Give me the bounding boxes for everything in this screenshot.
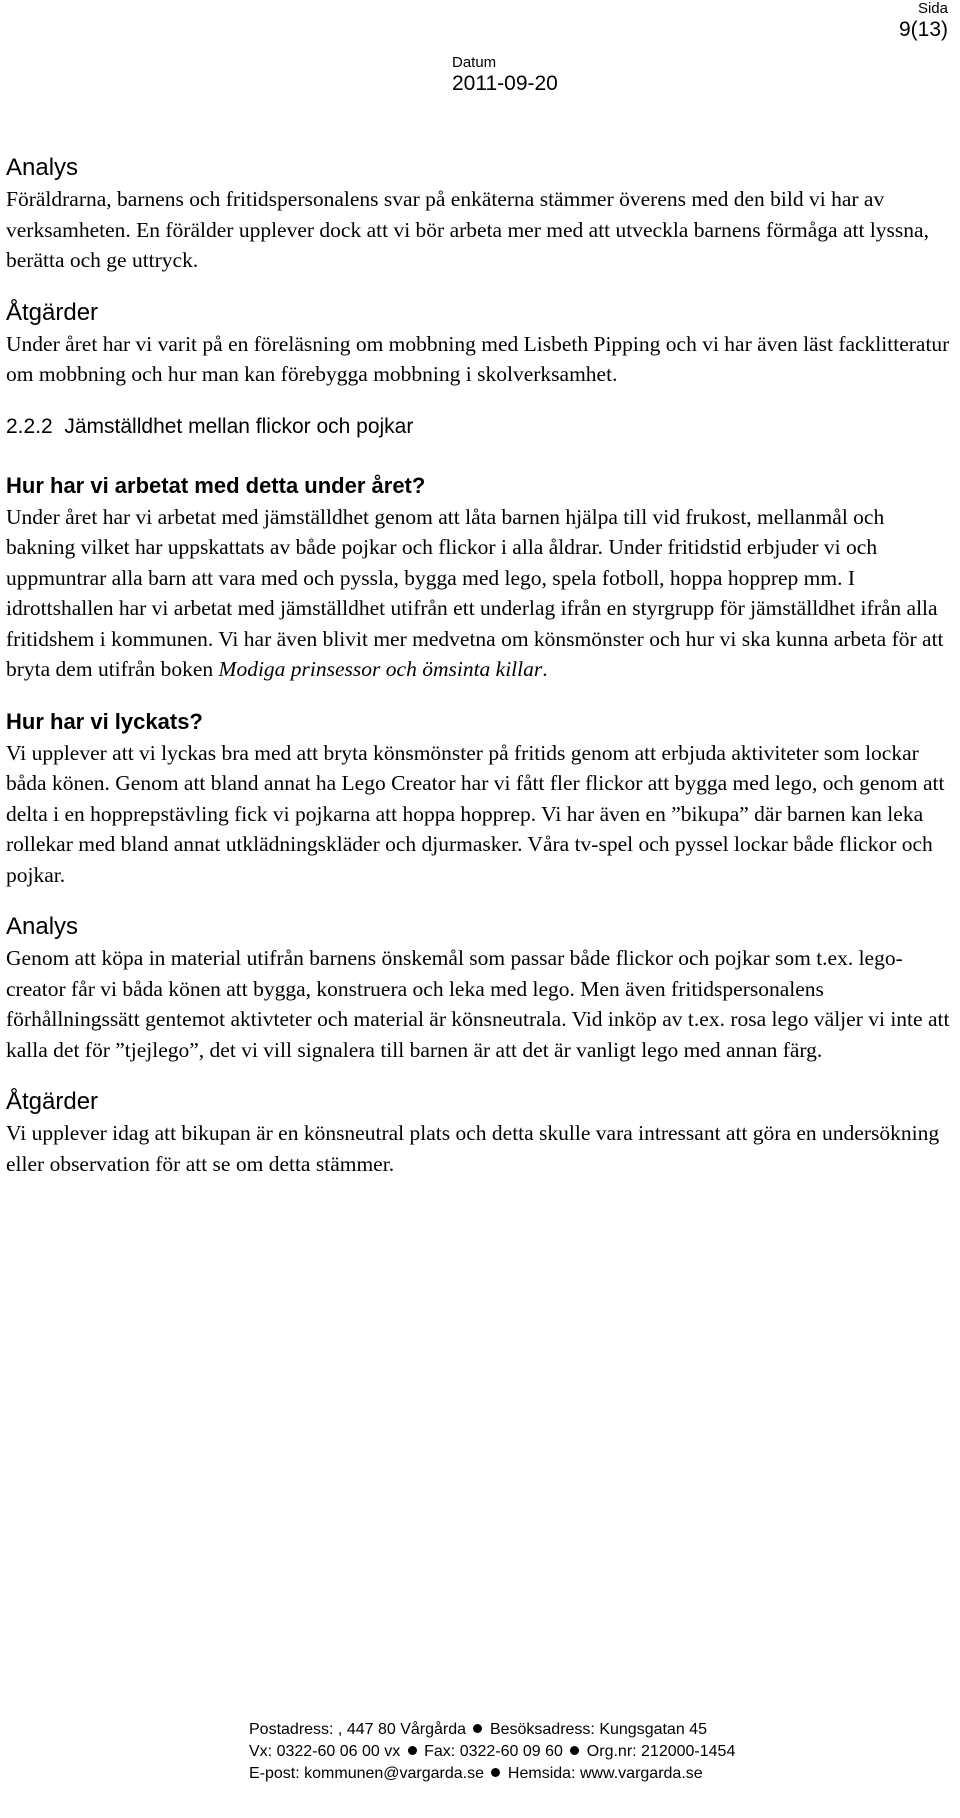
atgarder-heading-1: Åtgärder <box>6 298 99 326</box>
date-label: Datum <box>452 54 497 71</box>
footer-line-1 <box>249 1719 735 1741</box>
date-value: 2011-09-20 <box>452 72 558 95</box>
footer-line-3 <box>249 1763 735 1785</box>
bullet-icon <box>491 1768 500 1777</box>
footer-line-2 <box>249 1741 735 1763</box>
document-body <box>6 151 950 1179</box>
hur-arbetat-text-end: . <box>542 657 548 681</box>
hur-arbetat-paragraph <box>6 502 950 685</box>
book-title: Modiga prinsessor och ömsinta killar <box>218 657 543 681</box>
atgarder-heading-2: Åtgärder <box>6 1088 99 1115</box>
footer-phone: Vx: 0322-60 06 00 vx <box>249 1743 401 1760</box>
analys-heading-1: Analys <box>6 154 79 181</box>
hur-lyckats-paragraph: Vi upplever att vi lyckas bra med att bryta könsmönster på fritids genom att erbjuda aktiviteter som lockar båda könen. Genom att bland annat ha Lego Creator har vi fått fler flickor att bygga med lego, och genom att delta i en hopprepstävling fick vi pojkarna att hoppa hopprep. Vi har även en ”bikupa” där barnen kan leka rollekar med bland annat utklädningskläder och djurmasker. Våra tv-spel och pyssel lockar både flickor och pojkar. <box>6 740 945 887</box>
hur-lyckats-heading: Hur har vi lyckats? <box>6 708 203 734</box>
atgarder-paragraph-2: Vi upplever idag att bikupan är en könsneutral plats och detta skulle vara intressant att göra en undersökning eller observation för att se om detta stämmer. <box>6 1121 940 1176</box>
bullet-icon <box>408 1746 417 1755</box>
hur-arbetat-text: Under året har vi arbetat med jämställdhet genom att låta barnen hjälpa till vid frukost, mellanmål och bakning vilket har uppskattats av både pojkar och flickor i alla åldrar. Under fritidstid erbjuder vi och uppmuntrar alla barn att vara med och pyssla, bygga med lego, spela fotboll, hoppa hopprep mm. I idrottshallen har vi arbetat med jämställdhet utifrån ett underlag ifrån en styrgrupp för jämställdhet ifrån alla fritidshem i kommunen. Vi har även blivit mer medvetna om könsmönster och hur vi ska kunna arbeta för att bryta dem utifrån boken <box>6 504 944 681</box>
footer-fax: Fax: 0322-60 09 60 <box>424 1743 563 1760</box>
analys-heading-2: Analys <box>6 913 79 940</box>
hur-arbetat-heading: Hur har vi arbetat med detta under året? <box>6 472 426 498</box>
footer-website: Hemsida: www.vargarda.se <box>507 1765 703 1782</box>
footer-email: E-post: kommunen@vargarda.se <box>249 1765 485 1782</box>
page-number: 9(13) <box>898 18 948 41</box>
bullet-icon <box>570 1746 579 1755</box>
atgarder-paragraph-1: Under året har vi varit på en föreläsning om mobbning med Lisbeth Pipping och vi har även läst facklitteratur om mobbning och hur man kan förebygga mobbning i skolverksamhet. <box>6 331 950 386</box>
section-title: 2.2.2 Jämställdhet mellan flickor och pojkar <box>6 414 414 438</box>
bullet-icon <box>473 1724 482 1733</box>
page-label: Sida <box>917 0 948 17</box>
footer-postal-address: Postadress: , 447 80 Vårgårda <box>249 1721 467 1738</box>
footer-visit-address: Besöksadress: Kungsgatan 45 <box>489 1721 707 1738</box>
page-footer <box>249 1719 735 1785</box>
analys-paragraph-2: Genom att köpa in material utifrån barnens önskemål som passar både flickor och pojkar som t.ex. lego-creator får vi båda könen att bygga, konstruera och leka med lego. Men även fritidspersonalens förhållningssätt gentemot aktivteter och material är könsneutrala. Vid inköp av t.ex. rosa lego väljer vi inte att kalla det för ”tjejlego”, det vi vill signalera till barnen är att det är vanligt lego med annan färg. <box>6 946 950 1062</box>
footer-org-number: Org.nr: 212000-1454 <box>586 1743 736 1760</box>
analys-paragraph-1: Föräldrarna, barnens och fritidspersonalens svar på enkäterna stämmer överens med den bild vi har av verksamheten. En förälder upplever dock att vi bör arbeta mer med att utveckla barnens förmåga att lyssna, berätta och ge uttryck. <box>6 187 929 272</box>
